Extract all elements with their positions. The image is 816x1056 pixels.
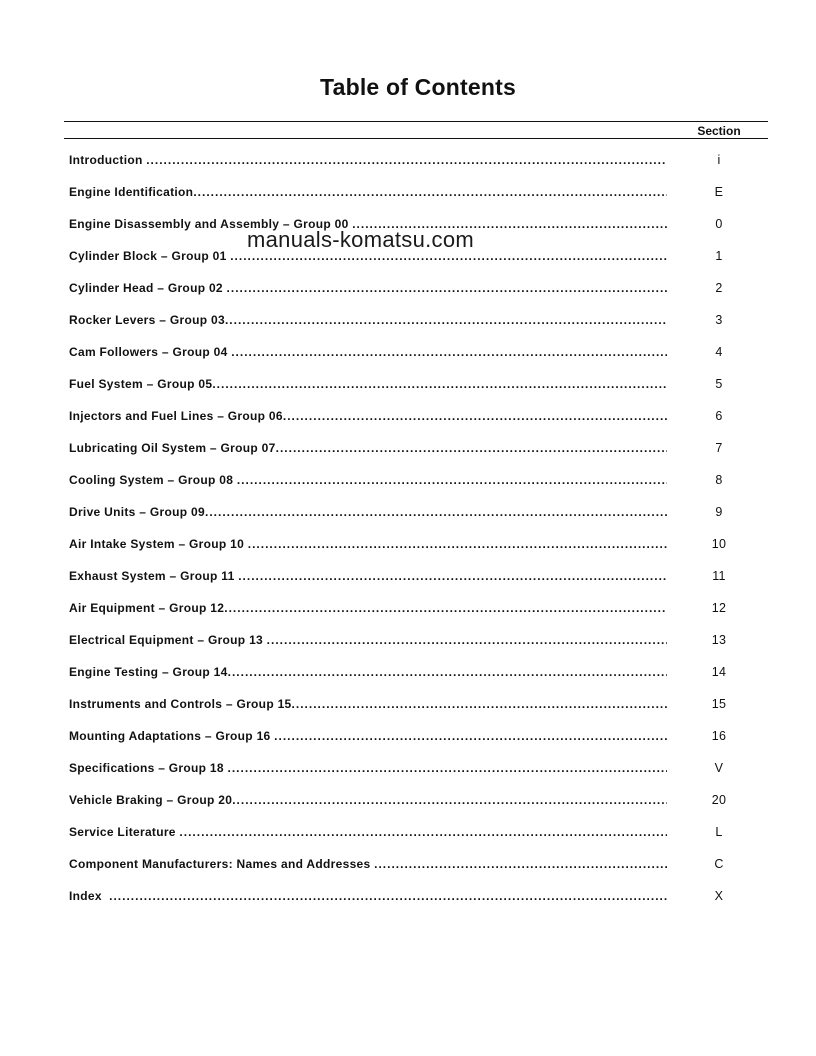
page-title: Table of Contents	[320, 74, 516, 100]
dot-leader	[267, 633, 667, 647]
toc-entry[interactable]	[69, 409, 749, 441]
toc-entry[interactable]	[69, 729, 749, 761]
toc-entry[interactable]	[69, 185, 749, 217]
toc-entry[interactable]	[69, 569, 749, 601]
toc-entry[interactable]	[69, 601, 749, 633]
watermark: manuals-komatsu.com	[247, 227, 474, 252]
toc-entry-leader	[69, 409, 667, 423]
toc-entry-label: Fuel System – Group 05	[69, 377, 213, 391]
toc-entry[interactable]	[69, 697, 749, 729]
toc-entry-label: Engine Disassembly and Assembly – Group 00	[69, 217, 353, 231]
dot-leader	[179, 825, 667, 839]
toc-entry-label: Cylinder Block – Group 01	[69, 249, 231, 263]
toc-entry[interactable]	[69, 505, 749, 537]
toc-entry-section: E	[714, 185, 724, 199]
toc-entry-section: 0	[715, 217, 723, 231]
dot-leader	[193, 185, 667, 199]
toc-entry-label: Cam Followers – Group 04	[69, 345, 232, 359]
dot-leader	[283, 409, 667, 423]
toc-entry-label: Engine Testing – Group 14	[69, 665, 228, 679]
dot-leader	[292, 697, 667, 711]
toc-entry-label: Introduction	[69, 153, 147, 167]
toc-entry-label: Drive Units – Group 09	[69, 505, 205, 519]
toc-entry-label: Air Intake System – Group 10	[69, 537, 248, 551]
toc-entry-leader	[69, 377, 667, 391]
toc-entry-section: 5	[715, 377, 723, 391]
toc-entry-section: 3	[715, 313, 723, 327]
dot-leader	[224, 601, 667, 615]
toc-entry-section: L	[715, 825, 723, 839]
toc-entry-section: 2	[715, 281, 723, 295]
toc-entry[interactable]	[69, 313, 749, 345]
dot-leader	[228, 761, 667, 775]
toc-entry-section: 1	[715, 249, 723, 263]
dot-leader	[231, 345, 667, 359]
toc-entry-leader	[69, 793, 667, 807]
header-rule-top	[64, 121, 768, 122]
toc-entry-label: Injectors and Fuel Lines – Group 06	[69, 409, 283, 423]
toc-list	[69, 153, 749, 921]
toc-entry-section: 20	[711, 793, 727, 807]
toc-entry-section: 8	[715, 473, 723, 487]
toc-entry-leader	[69, 313, 667, 327]
toc-entry-label: Index	[69, 889, 110, 903]
toc-entry-label: Service Literature	[69, 825, 180, 839]
toc-entry-section: V	[714, 761, 724, 775]
toc-entry-section: 13	[711, 633, 727, 647]
toc-entry-section: 9	[715, 505, 723, 519]
toc-entry[interactable]	[69, 857, 749, 889]
toc-entry-leader	[69, 729, 667, 743]
dot-leader	[276, 441, 667, 455]
toc-entry-leader	[69, 761, 667, 775]
toc-entry-leader	[69, 697, 667, 711]
dot-leader	[237, 473, 667, 487]
toc-entry[interactable]	[69, 441, 749, 473]
toc-entry-section: 12	[711, 601, 727, 615]
toc-entry[interactable]	[69, 281, 749, 313]
toc-entry-leader	[69, 825, 667, 839]
toc-entry-section: 15	[711, 697, 727, 711]
toc-entry-leader	[69, 665, 667, 679]
toc-entry-leader	[69, 537, 667, 551]
toc-entry[interactable]	[69, 473, 749, 505]
toc-entry[interactable]	[69, 537, 749, 569]
dot-leader	[374, 857, 667, 871]
toc-entry-label: Air Equipment – Group 12	[69, 601, 225, 615]
dot-leader	[109, 889, 667, 903]
toc-entry-label: Engine Identification	[69, 185, 194, 199]
toc-entry[interactable]	[69, 249, 749, 281]
toc-entry-label: Vehicle Braking – Group 20	[69, 793, 233, 807]
toc-entry-section: C	[714, 857, 724, 871]
toc-entry-label: Electrical Equipment – Group 13	[69, 633, 267, 647]
toc-entry-leader	[69, 633, 667, 647]
toc-entry[interactable]	[69, 633, 749, 665]
toc-entry-label: Mounting Adaptations – Group 16	[69, 729, 275, 743]
dot-leader	[212, 377, 667, 391]
toc-entry[interactable]	[69, 889, 749, 921]
toc-entry-section: 14	[711, 665, 727, 679]
toc-entry[interactable]	[69, 793, 749, 825]
dot-leader	[146, 153, 667, 167]
toc-entry-section: 6	[715, 409, 723, 423]
dot-leader	[225, 313, 667, 327]
toc-entry-leader	[69, 153, 667, 167]
toc-entry-label: Specifications – Group 18	[69, 761, 228, 775]
toc-entry-section: 11	[712, 569, 726, 583]
toc-entry[interactable]	[69, 665, 749, 697]
toc-entry-leader	[69, 889, 667, 903]
toc-entry-label: Cooling System – Group 08	[69, 473, 237, 487]
dot-leader	[227, 281, 667, 295]
toc-entry-leader	[69, 857, 667, 871]
toc-entry-leader	[69, 281, 667, 295]
toc-entry[interactable]	[69, 377, 749, 409]
toc-entry-label: Instruments and Controls – Group 15	[69, 697, 292, 711]
toc-entry-section: 16	[711, 729, 727, 743]
section-column-header: Section	[697, 124, 741, 138]
dot-leader	[248, 537, 667, 551]
toc-entry-label: Exhaust System – Group 11	[69, 569, 239, 583]
toc-entry-section: X	[714, 889, 724, 903]
toc-entry-label: Cylinder Head – Group 02	[69, 281, 227, 295]
toc-entry-leader	[69, 569, 667, 583]
toc-entry[interactable]	[69, 153, 749, 185]
dot-leader	[274, 729, 667, 743]
toc-entry-section: 10	[711, 537, 727, 551]
dot-leader	[228, 665, 667, 679]
toc-entry-leader	[69, 345, 667, 359]
toc-entry[interactable]	[69, 761, 749, 793]
toc-entry[interactable]	[69, 345, 749, 377]
toc-entry-section: 7	[715, 441, 723, 455]
toc-entry-leader	[69, 473, 667, 487]
toc-entry[interactable]	[69, 825, 749, 857]
dot-leader	[205, 505, 667, 519]
toc-entry-label: Rocker Levers – Group 03	[69, 313, 225, 327]
toc-entry-leader	[69, 601, 667, 615]
header-rule-bottom	[64, 138, 768, 139]
dot-leader	[232, 793, 667, 807]
toc-entry-label: Lubricating Oil System – Group 07	[69, 441, 276, 455]
dot-leader	[238, 569, 667, 583]
toc-entry-section: i	[717, 153, 721, 167]
toc-entry-leader	[69, 441, 667, 455]
toc-entry-section: 4	[715, 345, 723, 359]
toc-entry-label: Component Manufacturers: Names and Addresses	[69, 857, 375, 871]
toc-entry-leader	[69, 505, 667, 519]
toc-entry-leader	[69, 185, 667, 199]
